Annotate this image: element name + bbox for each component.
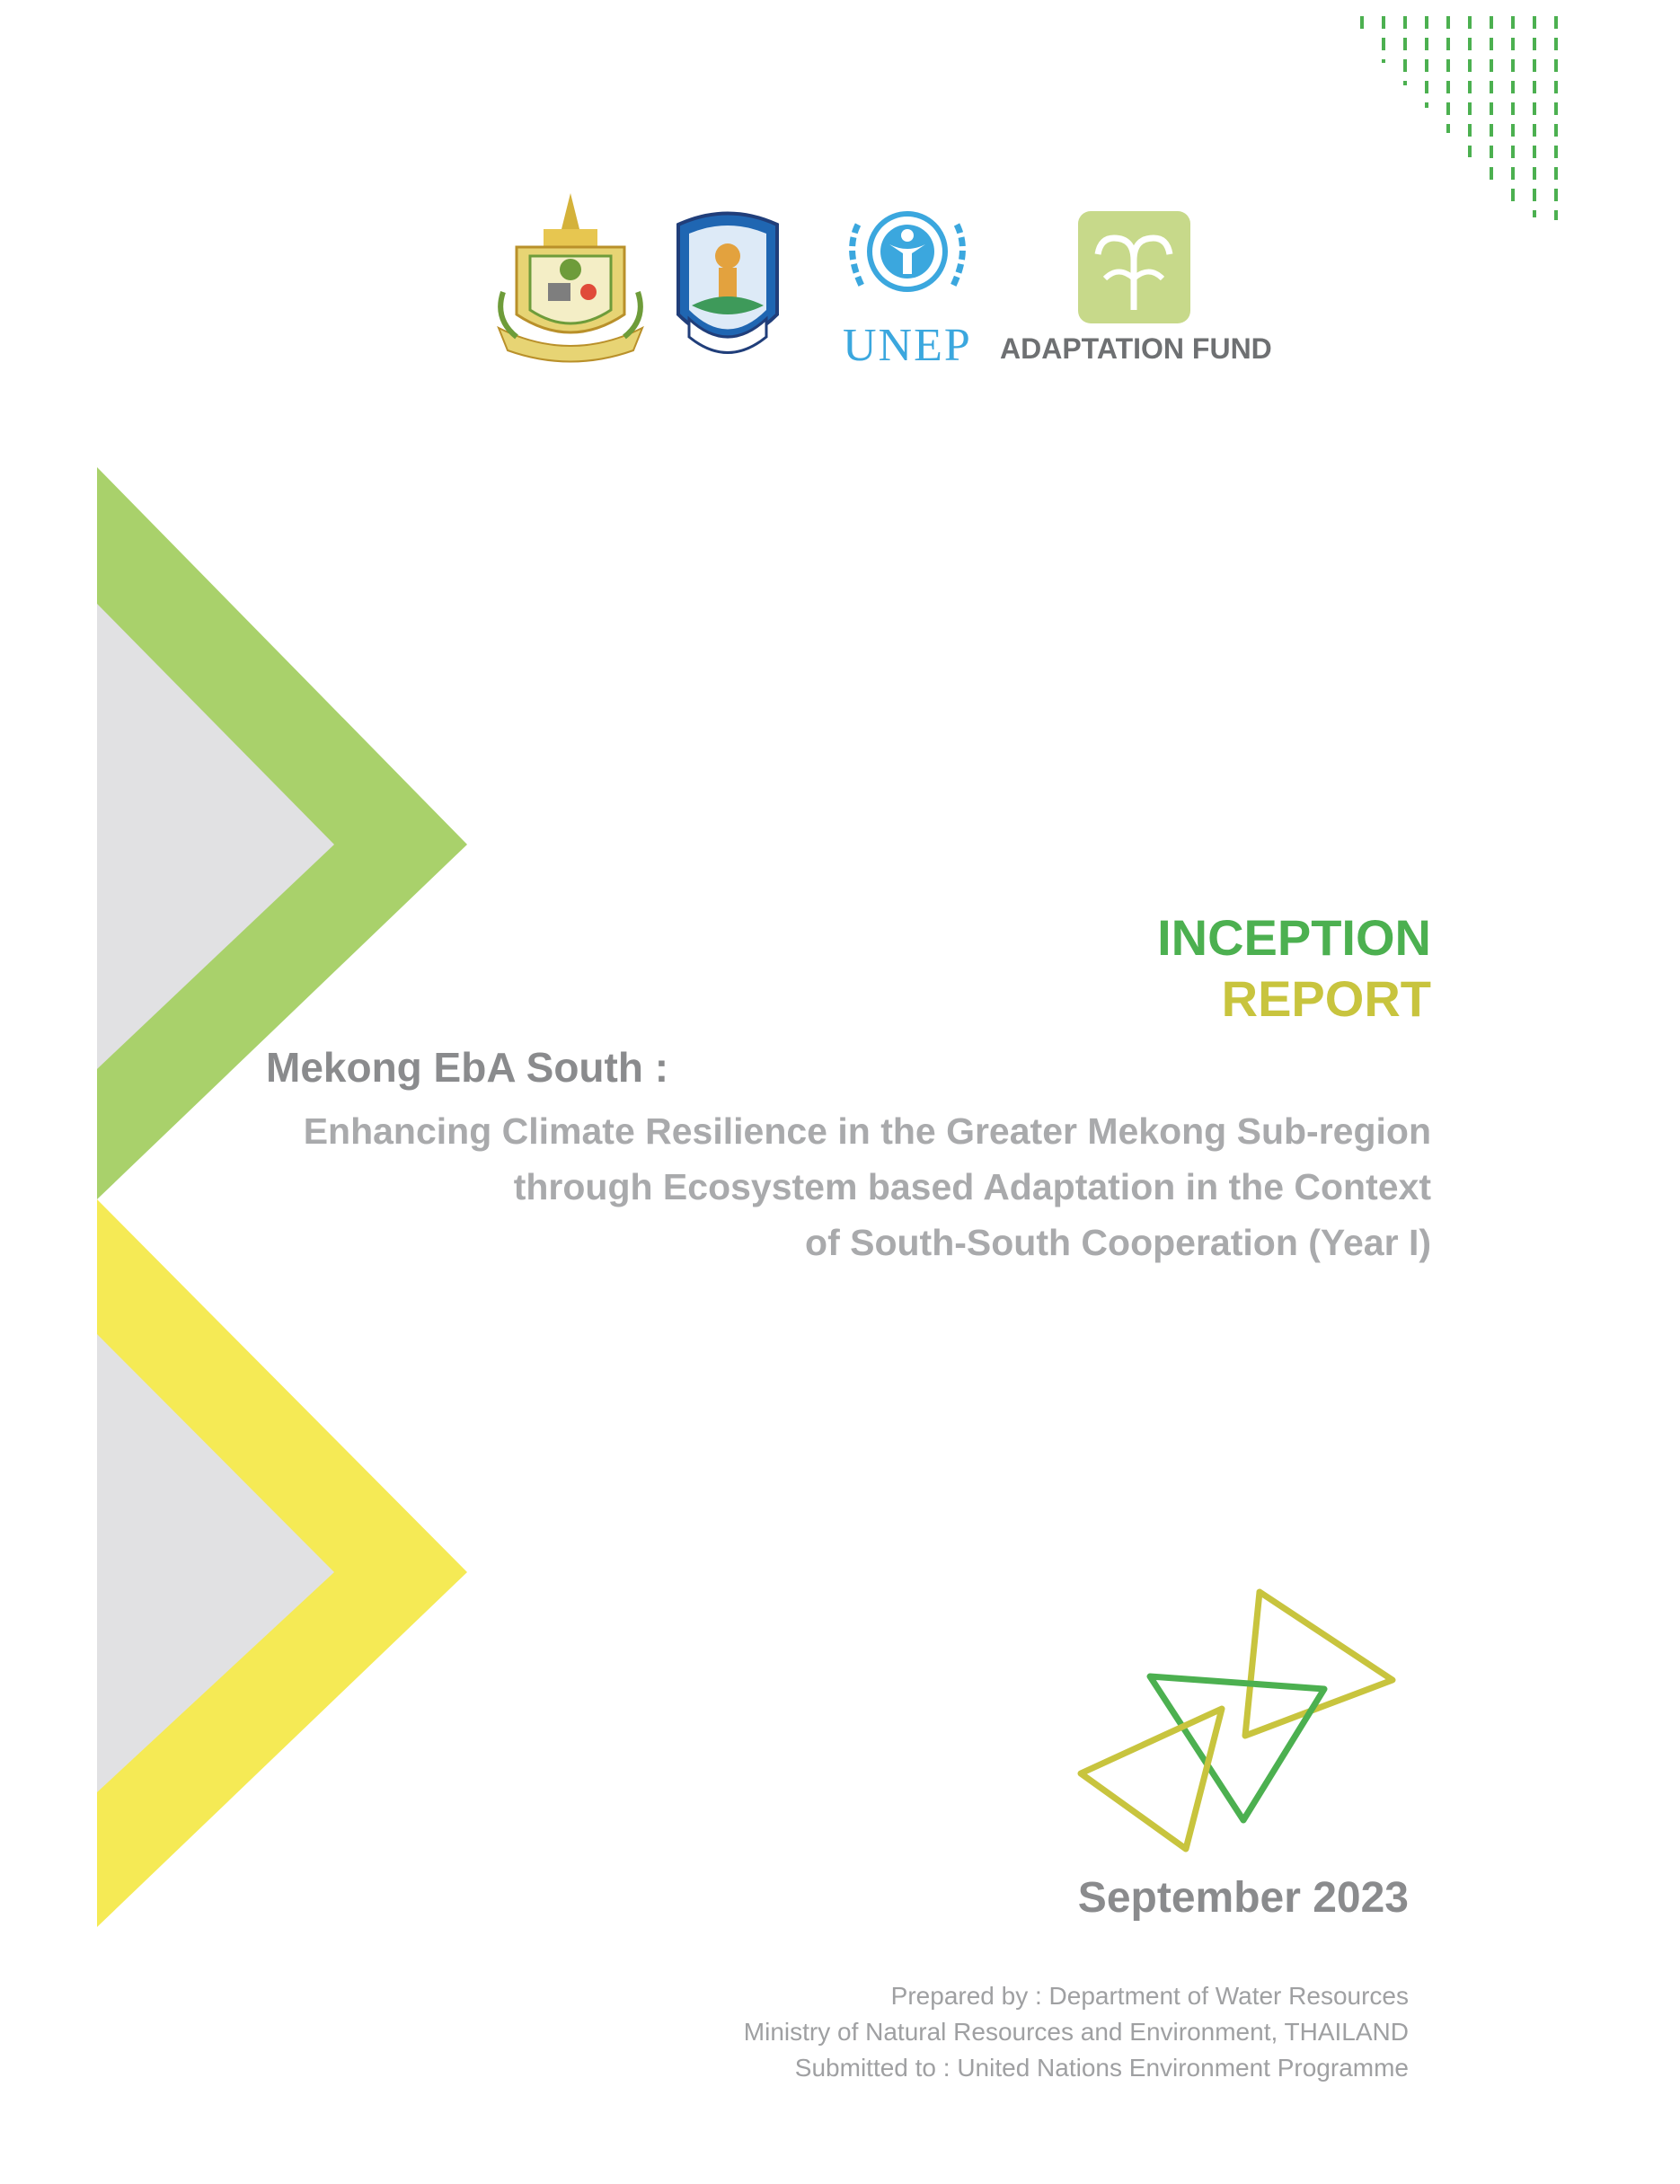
thai-government-emblem — [494, 193, 647, 368]
subtitle-line: of South-South Cooperation (Year I) — [805, 1222, 1431, 1263]
unep-wordmark: UNEP — [843, 320, 972, 371]
triangle-decoration — [1081, 1592, 1393, 1849]
submitted-to-line: Submitted to : United Nations Environment Programme — [794, 2054, 1409, 2082]
triangle-green — [1150, 1676, 1324, 1820]
triangle-olive-left — [1081, 1709, 1222, 1849]
report-title — [1157, 907, 1431, 1030]
project-name: Mekong EbA South : — [266, 1044, 669, 1091]
subtitle-line: through Ecosystem based Adaptation in the Context — [513, 1166, 1431, 1207]
dwr-emblem — [669, 207, 786, 368]
title-report: REPORT — [1221, 970, 1431, 1027]
subtitle-line: Enhancing Climate Resilience in the Greater Mekong Sub-region — [303, 1110, 1431, 1152]
dashed-stripes-decoration — [1362, 16, 1556, 220]
report-date: September 2023 — [1077, 1874, 1409, 1922]
prepared-by-block — [744, 1978, 1409, 2086]
ministry-line: Ministry of Natural Resources and Environment, THAILAND — [743, 2018, 1409, 2046]
adaptation-fund-wordmark: ADAPTATION FUND — [1000, 332, 1272, 365]
prepared-by-line: Prepared by : Department of Water Resources — [890, 1982, 1409, 2010]
triangle-olive-top — [1245, 1592, 1393, 1736]
project-subtitle — [173, 1103, 1431, 1270]
unep-emblem — [840, 198, 975, 310]
adaptation-fund-emblem — [1078, 211, 1190, 323]
title-inception: INCEPTION — [1157, 909, 1431, 966]
